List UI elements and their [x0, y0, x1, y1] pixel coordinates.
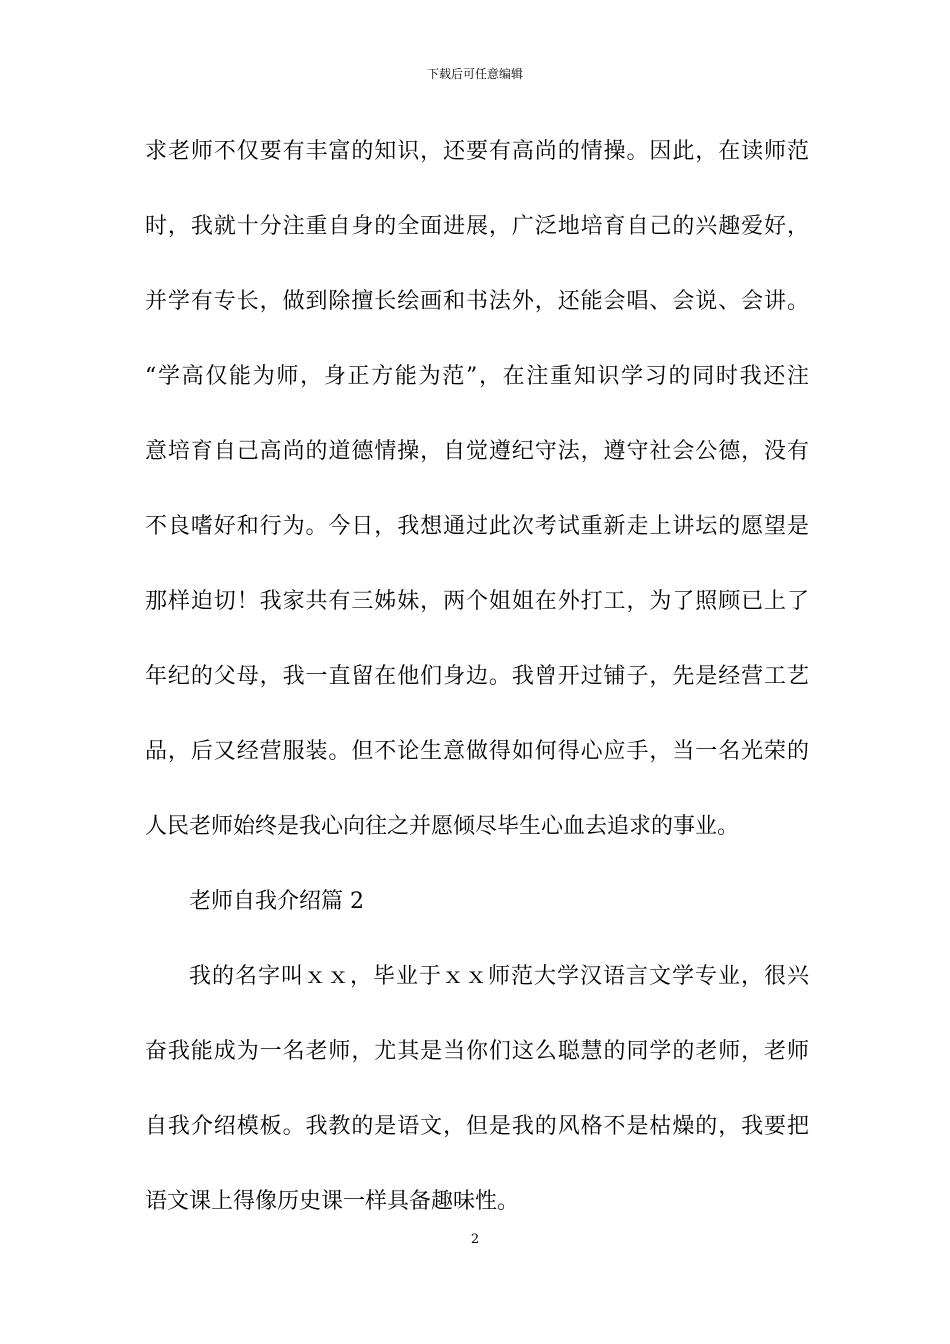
paragraph-line: 求老师不仅要有丰富的知识，还要有高尚的情操。因此，在读师范 [145, 139, 809, 164]
document-body [145, 129, 809, 1254]
paragraph-line: “学高仅能为师，身正方能为范”，在注重知识学习的同时我还注 [145, 364, 809, 389]
paragraph-line: 语文课上得像历史课一样具备趣味性。 [145, 1189, 520, 1214]
paragraph-line: 品，后又经营服装。但不论生意做得如何得心应手，当一名光荣的 [145, 739, 809, 764]
paragraph-line: 年纪的父母，我一直留在他们身边。我曾开过铺子，先是经营工艺 [145, 664, 809, 689]
paragraph-line: 奋我能成为一名老师，尤其是当你们这么聪慧的同学的老师，老师 [145, 1039, 809, 1064]
paragraph-line: 不良嗜好和行为。今日，我想通过此次考试重新走上讲坛的愿望是 [145, 514, 809, 539]
page-number: 2 [470, 1232, 480, 1247]
paragraph-line: 那样迫切！我家共有三姊妹，两个姐姐在外打工，为了照顾已上了 [145, 589, 809, 614]
paragraph-line: 时，我就十分注重自身的全面进展，广泛地培育自己的兴趣爱好， [145, 214, 809, 239]
paragraph-line: 并学有专长，做到除擅长绘画和书法外，还能会唱、会说、会讲。 [145, 289, 809, 314]
paragraph-line: 人民老师始终是我心向往之并愿倾尽毕生心血去追求的事业。 [145, 814, 740, 839]
page-header: 下载后可任意编辑 [426, 67, 523, 81]
paragraph-line: 意培育自己高尚的道德情操，自觉遵纪守法，遵守社会公德，没有 [145, 439, 809, 464]
paragraph-line: 我的名字叫ｘｘ，毕业于ｘｘ师范大学汉语言文学专业，很兴 [189, 964, 809, 989]
paragraph-line: 自我介绍模板。我教的是语文，但是我的风格不是枯燥的，我要把 [145, 1114, 809, 1139]
section-heading: 老师自我介绍篇 2 [189, 889, 364, 914]
